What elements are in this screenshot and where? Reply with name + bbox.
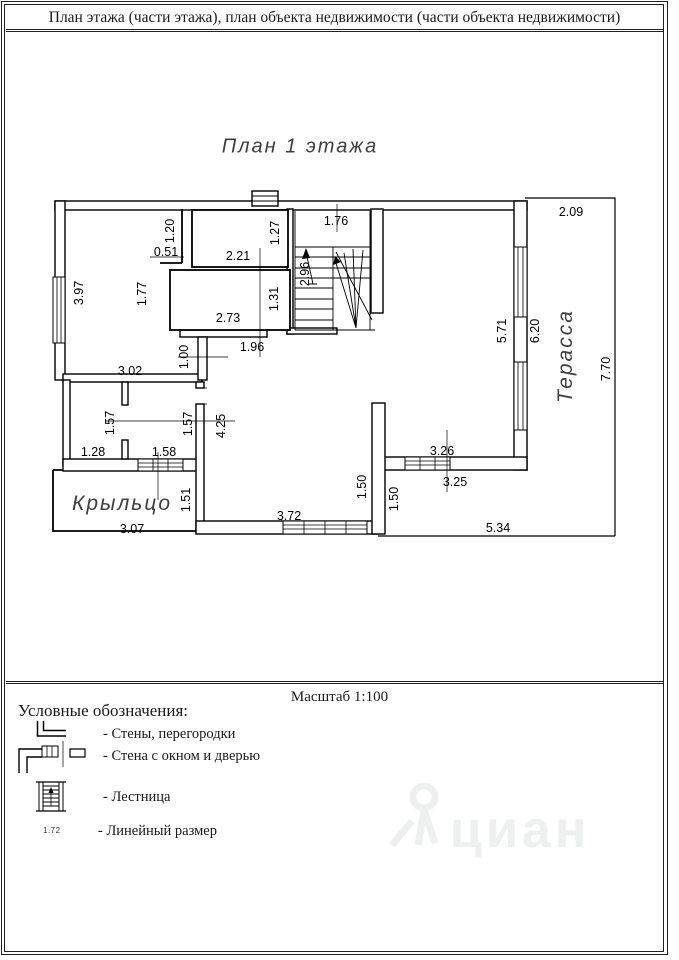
walls-icon	[36, 721, 70, 741]
dimension-label: 3.72	[276, 509, 302, 524]
scale-label: Масштаб 1:100	[290, 689, 389, 705]
dimension-label: 3.02	[117, 364, 143, 379]
dimension-label: 3.07	[119, 522, 145, 537]
dimension-label: 2.21	[225, 249, 251, 264]
dimension-label: 1.58	[151, 445, 177, 460]
dimension-label: 1.57	[103, 410, 118, 436]
legend-item-stairs: - Лестница	[103, 789, 171, 805]
dimension-label: 3.25	[442, 475, 468, 490]
dimension-label: 6.20	[528, 318, 543, 344]
dimension-label: 5.34	[485, 521, 511, 536]
dimension-label: 1.28	[80, 445, 106, 460]
dimension-label: 3.97	[72, 280, 87, 306]
dimension-label: 1.76	[323, 214, 349, 229]
linear-dimension-icon: 1.72	[43, 826, 61, 835]
dimension-label: 1.50	[387, 486, 402, 512]
dimension-label: 4.25	[214, 413, 229, 439]
dimension-label: 1.20	[163, 218, 178, 244]
dimension-label: 1.57	[181, 411, 196, 437]
dimension-label: 1.77	[135, 281, 150, 307]
stairs-icon	[36, 778, 66, 816]
dimension-label: 0.51	[153, 245, 179, 260]
dimension-label: 1.50	[355, 474, 370, 500]
room-label: Крыльцо	[71, 491, 173, 515]
dimension-label: 1.96	[239, 340, 265, 355]
room-label: Терасса	[553, 309, 577, 403]
legend-item-walls: - Стены, перегородки	[103, 726, 236, 742]
dimension-label: 3.26	[429, 444, 455, 459]
plan-labels	[72, 136, 613, 537]
dimension-label: 1.00	[177, 344, 192, 370]
legend-heading: Условные обозначения:	[18, 701, 189, 720]
document-title: План этажа (части этажа), план объекта недвижимости (части объекта недвижимости)	[6, 6, 663, 32]
dimension-label: 2.73	[215, 311, 241, 326]
legend-item-wall-window-door: - Стена с окном и дверью	[103, 748, 261, 764]
legend-item-linear-dimension: - Линейный размер	[98, 823, 217, 839]
scale-separator	[6, 681, 663, 684]
dimension-label: 2.96	[298, 261, 313, 287]
dimension-label: 1.51	[179, 487, 194, 513]
floor-title: План 1 этажа	[221, 135, 379, 158]
terrace-outline	[378, 198, 615, 536]
wall-window-door-icon	[17, 740, 89, 774]
dimension-label: 1.31	[267, 286, 282, 312]
dimension-label: 1.27	[268, 220, 283, 246]
watermark-text: циан	[450, 801, 591, 859]
dimension-label: 5.71	[495, 318, 510, 344]
dimension-label: 2.09	[558, 205, 584, 220]
cian-watermark	[380, 765, 650, 875]
dimension-label: 7.70	[599, 356, 614, 382]
